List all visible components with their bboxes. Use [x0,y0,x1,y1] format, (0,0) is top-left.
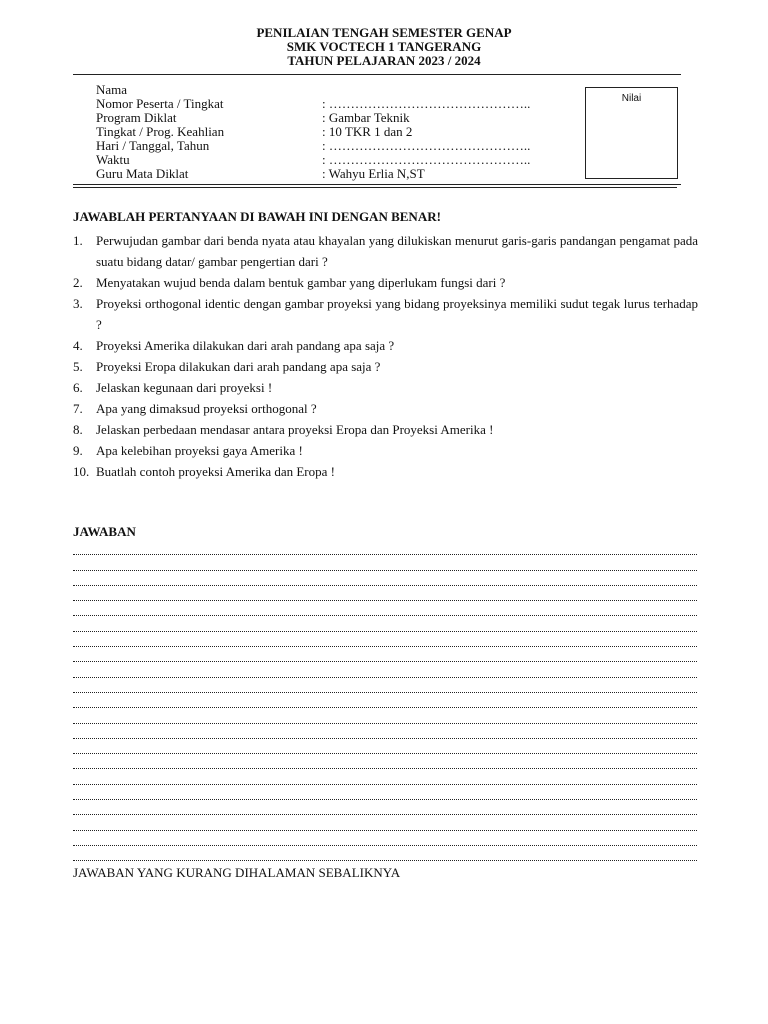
info-row-teacher: Guru Mata Diklat : Wahyu Erlia N,ST [96,166,425,181]
question-list [73,230,698,482]
answer-line[interactable] [73,815,697,830]
question-item: 5. Proyeksi Eropa dilakukan dari arah pandang apa saja ? [73,359,381,374]
answer-line[interactable] [73,846,697,861]
header-title-2: SMK VOCTECH 1 TANGERANG [286,39,482,54]
info-row-participant-number: Nomor Peserta / Tingkat : ……………………………………….. [96,96,531,111]
header-title-3: TAHUN PELAJARAN 2023 / 2024 [287,53,481,68]
question-item: 7. Apa yang dimaksud proyeksi orthogonal ? [73,401,317,416]
answer-line[interactable] [73,601,697,616]
answer-line[interactable] [73,724,697,739]
answer-line[interactable] [73,800,697,815]
answer-line[interactable] [73,555,697,570]
answer-lines [73,540,697,861]
info-row-name: Nama [96,82,128,97]
header-title-1: PENILAIAN TENGAH SEMESTER GENAP [256,25,512,40]
info-row-program: Program Diklat : Gambar Teknik [96,110,410,125]
answer-section-title: JAWABAN [73,524,136,539]
question-item: 6. Jelaskan kegunaan dari proyeksi ! [73,380,273,395]
answer-line[interactable] [73,647,697,662]
answer-line[interactable] [73,540,697,555]
document-header [0,26,768,68]
answer-line[interactable] [73,693,697,708]
answer-line[interactable] [73,616,697,631]
footnote: JAWABAN YANG KURANG DIHALAMAN SEBALIKNYA [73,865,401,880]
question-item: 4. Proyeksi Amerika dilakukan dari arah pandang apa saja ? [73,338,395,353]
answer-line[interactable] [73,678,697,693]
instruction-heading: JAWABLAH PERTANYAAN DI BAWAH INI DENGAN BENAR! [73,209,441,224]
question-item: 1. Perwujudan gambar dari benda nyata atau khayalan yang dilukiskan menurut garis-garis pandangan pengamat pada suatu bidang datar/ gambar pengertian dari ? [73,233,698,269]
score-label: Nilai [621,93,642,104]
info-row-level: Tingkat / Prog. Keahlian : 10 TKR 1 dan 2 [96,124,413,139]
answer-line[interactable] [73,785,697,800]
answer-line[interactable] [73,739,697,754]
answer-line[interactable] [73,754,697,769]
answer-line[interactable] [73,831,697,846]
answer-line[interactable] [73,708,697,723]
header-divider-bottom-2 [73,187,677,188]
student-info-block [96,83,530,181]
answer-line[interactable] [73,586,697,601]
question-item: 2. Menyatakan wujud benda dalam bentuk gambar yang diperlukam fungsi dari ? [73,275,506,290]
answer-line[interactable] [73,662,697,677]
answer-line[interactable] [73,769,697,784]
question-item: 3. Proyeksi orthogonal identic dengan gambar proyeksi yang bidang proyeksinya memiliki sudut tegak lurus terhadap ? [73,296,698,332]
question-item: 9. Apa kelebihan proyeksi gaya Amerika ! [73,443,303,458]
header-divider-top [73,74,681,75]
info-row-time: Waktu : ……………………………………….. [96,152,531,167]
header-divider-bottom-1 [73,184,681,185]
question-item: 10. Buatlah contoh proyeksi Amerika dan Eropa ! [73,464,335,479]
info-row-date: Hari / Tanggal, Tahun : ……………………………………….. [96,138,531,153]
answer-line[interactable] [73,632,697,647]
score-box [585,87,678,179]
question-item: 8. Jelaskan perbedaan mendasar antara proyeksi Eropa dan Proyeksi Amerika ! [73,422,494,437]
answer-line[interactable] [73,571,697,586]
